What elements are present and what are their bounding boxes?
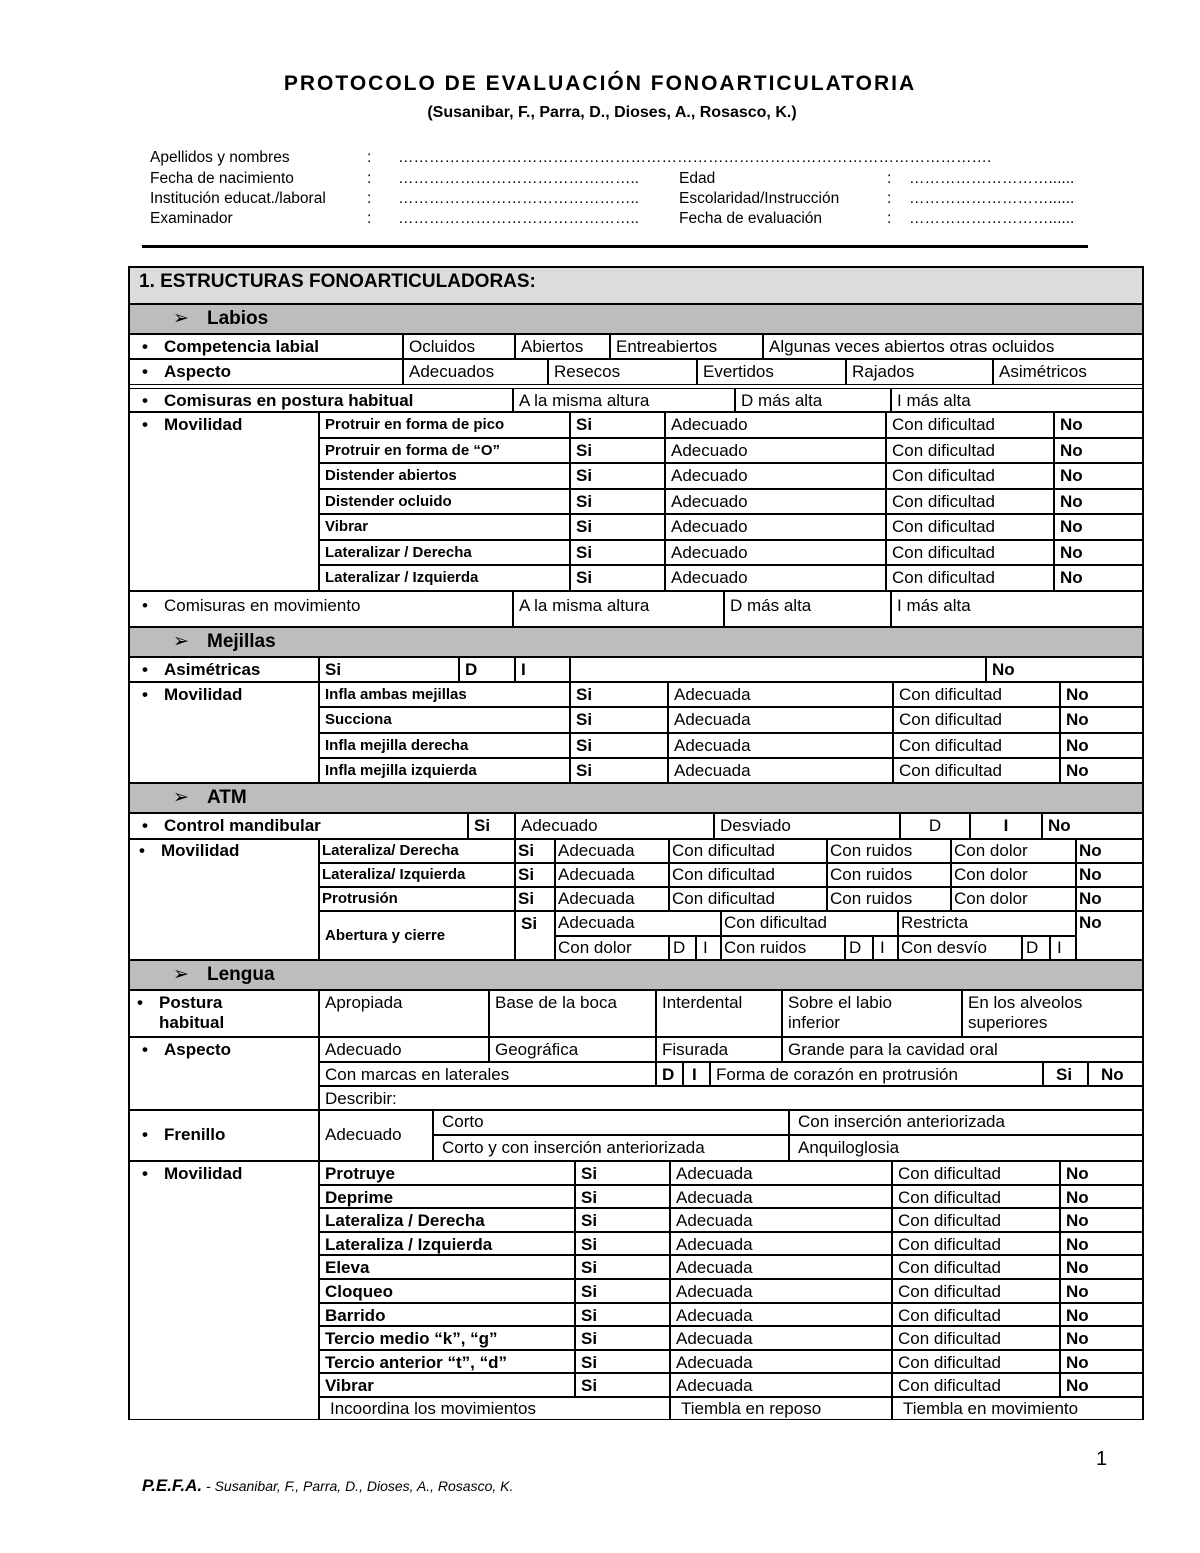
movilidad-item: Lateraliza/ Izquierda [319, 863, 515, 887]
option-adecuada[interactable]: Adecuada [668, 758, 893, 783]
option-con-dificultad[interactable]: Con dificultad [669, 863, 827, 887]
movilidad-item: Eleva [319, 1255, 575, 1279]
option-algunas-veces[interactable]: Algunas veces abiertos otras ocluidos [763, 334, 1144, 359]
option-adecuada[interactable]: Adecuada [668, 707, 893, 732]
option-si[interactable]: Si [575, 1373, 670, 1397]
describir-field[interactable]: Describir: [319, 1086, 1144, 1110]
option-con-ruidos[interactable]: Con ruidos [827, 839, 951, 863]
option-base-boca[interactable]: Base de la boca [489, 990, 656, 1037]
option-adecuada[interactable]: Adecuada [670, 1350, 892, 1374]
option-interdental[interactable]: Interdental [656, 990, 782, 1037]
movilidad-item: Protruye [319, 1161, 575, 1185]
movilidad-item: Tercio medio “k”, “g” [319, 1326, 575, 1350]
row-label-comisuras-mov: • Comisuras en movimiento [128, 591, 513, 627]
option-no[interactable]: No [1060, 1303, 1144, 1327]
option-i[interactable]: I [873, 936, 898, 960]
subsection-atm [128, 783, 1144, 813]
option-i[interactable]: I [683, 1062, 710, 1086]
option-con-dificultad[interactable]: Con dificultad [886, 412, 1054, 438]
option-adecuada[interactable]: Adecuada [670, 1279, 892, 1303]
option-entreabiertos[interactable]: Entreabiertos [610, 334, 763, 359]
option-i[interactable]: I [970, 813, 1042, 839]
option-d[interactable]: D [900, 813, 970, 839]
row-label-asimetricas: • Asimétricas [128, 657, 319, 682]
option-geografica[interactable]: Geográfica [489, 1037, 656, 1062]
field-label-eval-date: Fecha de evaluación [679, 210, 823, 227]
option-d-mas-alta[interactable]: D más alta [735, 388, 891, 412]
option-d[interactable]: D [459, 657, 515, 682]
option-adecuada[interactable]: Adecuada [670, 1232, 892, 1256]
field-schooling-blank[interactable]: ………………………...... [909, 190, 1075, 207]
movilidad-item: Lateraliza/ Derecha [319, 839, 515, 863]
movilidad-item: Infla mejilla izquierda [319, 758, 570, 783]
option-si[interactable]: Si [570, 758, 668, 783]
option-si[interactable]: Si [575, 1185, 670, 1209]
option-con-dolor[interactable]: Con dolor [951, 839, 1076, 863]
arrow-icon: ➢ [173, 631, 189, 652]
option-si[interactable]: Si [468, 813, 515, 839]
option-no[interactable]: No [1054, 540, 1144, 566]
option-misma-altura[interactable]: A la misma altura [513, 591, 724, 627]
option-adecuada[interactable]: Adecuada [670, 1185, 892, 1209]
option-desviado[interactable]: Desviado [714, 813, 900, 839]
document-title: PROTOCOLO DE EVALUACIÓN FONOARTICULATORIA [283, 72, 917, 95]
option-no[interactable]: No [986, 657, 1144, 682]
option-con-desvio[interactable]: Con desvío [898, 936, 1022, 960]
colon: : [887, 190, 892, 207]
subsection-title: Lengua [207, 964, 275, 985]
field-age-blank[interactable]: ………………………...... [909, 170, 1075, 187]
option-con-dolor[interactable]: Con dolor [951, 887, 1076, 911]
option-no[interactable]: No [1054, 438, 1144, 464]
option-grande[interactable]: Grande para la cavidad oral [782, 1037, 1144, 1062]
footer-authors: - Susanibar, F., Parra, D., Dioses, A., Rosasco, K. [202, 1478, 514, 1494]
field-label-schooling: Escolaridad/Instrucción [679, 190, 840, 207]
option-asimetricos[interactable]: Asimétricos [993, 359, 1144, 385]
option-no[interactable]: No [1054, 489, 1144, 515]
option-adecuado[interactable]: Adecuado [319, 1037, 489, 1062]
field-name-blank[interactable]: ……………………………………………………………………………………………………. [398, 149, 992, 166]
option-i-mas-alta[interactable]: I más alta [891, 388, 1144, 412]
option-rajados[interactable]: Rajados [846, 359, 993, 385]
row-label-movilidad-labios: • Movilidad [128, 412, 319, 591]
movilidad-item: Lateraliza / Derecha [319, 1208, 575, 1232]
field-label-examiner: Examinador [150, 210, 233, 227]
row-label-frenillo: • Frenillo [128, 1110, 319, 1161]
option-si[interactable]: Si [570, 489, 665, 515]
option-adecuada[interactable]: Adecuada [668, 682, 893, 707]
option-no[interactable]: No [1060, 1232, 1144, 1256]
option-adecuada[interactable]: Adecuada [555, 863, 669, 887]
option-si[interactable]: Si [515, 887, 555, 911]
row-label-competencia: • Competencia labial [128, 334, 403, 359]
option-si[interactable]: Si [575, 1232, 670, 1256]
option-no[interactable]: No [1076, 839, 1144, 863]
option-no[interactable]: No [1060, 707, 1144, 732]
option-i[interactable]: I [696, 936, 721, 960]
option-tiembla-movimiento[interactable]: Tiembla en movimiento [892, 1397, 1144, 1420]
option-marcas[interactable]: Con marcas en laterales [319, 1062, 656, 1086]
option-con-dificultad[interactable]: Con dificultad [892, 1303, 1060, 1327]
option-con-dificultad[interactable]: Con dificultad [893, 707, 1060, 732]
option-si[interactable]: Si [575, 1161, 670, 1185]
option-con-dificultad[interactable]: Con dificultad [892, 1185, 1060, 1209]
option-si[interactable]: Si [575, 1326, 670, 1350]
option-adecuado[interactable]: Adecuado [665, 412, 886, 438]
option-con-dificultad[interactable]: Con dificultad [892, 1232, 1060, 1256]
subsection-title: Mejillas [207, 631, 276, 652]
subsection-lengua [128, 960, 1144, 990]
option-ocluidos[interactable]: Ocluidos [403, 334, 515, 359]
option-si[interactable]: Si [570, 514, 665, 540]
option-no[interactable]: No [1088, 1062, 1144, 1086]
row-label-movilidad-lengua: • Movilidad [128, 1161, 319, 1420]
page-number: 1 [1096, 1448, 1108, 1470]
movilidad-item: Succiona [319, 707, 570, 732]
field-examiner-blank[interactable]: ……………………………………….. [398, 210, 640, 227]
option-con-dificultad[interactable]: Con dificultad [886, 514, 1054, 540]
option-con-dificultad[interactable]: Con dificultad [893, 682, 1060, 707]
header-divider [142, 245, 1088, 248]
option-con-dificultad[interactable]: Con dificultad [669, 887, 827, 911]
option-anquiloglosia[interactable]: Anquiloglosia [789, 1135, 1144, 1161]
option-con-dificultad[interactable]: Con dificultad [892, 1161, 1060, 1185]
option-adecuada[interactable]: Adecuada [555, 911, 721, 936]
option-si[interactable]: Si [570, 682, 668, 707]
option-con-dificultad[interactable]: Con dificultad [721, 911, 898, 936]
label-text: Postura habitual [159, 993, 225, 1032]
option-adecuada[interactable]: Adecuada [670, 1373, 892, 1397]
row-label-postura-habitual [128, 990, 319, 1037]
option-con-dificultad[interactable]: Con dificultad [669, 839, 827, 863]
movilidad-item: Lateralizar / Derecha [319, 540, 570, 566]
option-corazon[interactable]: Forma de corazón en protrusión [710, 1062, 1043, 1086]
option-no[interactable]: No [1060, 1350, 1144, 1374]
option-no[interactable]: No [1054, 565, 1144, 591]
option-con-dificultad[interactable]: Con dificultad [892, 1208, 1060, 1232]
option-d-mas-alta[interactable]: D más alta [724, 591, 891, 627]
option-si[interactable]: Si [1043, 1062, 1088, 1086]
subsection-mejillas [128, 627, 1144, 657]
movilidad-item: Vibrar [319, 1373, 575, 1397]
option-no[interactable]: No [1060, 1208, 1144, 1232]
option-si[interactable]: Si [570, 438, 665, 464]
option-con-dificultad[interactable]: Con dificultad [892, 1279, 1060, 1303]
option-no[interactable]: No [1042, 813, 1144, 839]
option-con-ruidos[interactable]: Con ruidos [827, 863, 951, 887]
section-title: 1. ESTRUCTURAS FONOARTICULADORAS: [128, 266, 1144, 304]
option-no[interactable]: No [1054, 463, 1144, 489]
option-si[interactable]: Si [515, 839, 555, 863]
option-si[interactable]: Si [570, 540, 665, 566]
movilidad-item: Protruir en forma de pico [319, 412, 570, 438]
arrow-icon: ➢ [173, 787, 189, 808]
option-con-dificultad[interactable]: Con dificultad [886, 540, 1054, 566]
subsection-title: ATM [207, 787, 247, 808]
option-con-dificultad[interactable]: Con dificultad [886, 565, 1054, 591]
option-adecuada[interactable]: Adecuada [670, 1161, 892, 1185]
option-con-dificultad[interactable]: Con dificultad [892, 1326, 1060, 1350]
option-si[interactable]: Si [570, 707, 668, 732]
option-adecuada[interactable]: Adecuada [555, 839, 669, 863]
option-resecos[interactable]: Resecos [548, 359, 697, 385]
option-adecuado[interactable]: Adecuado [665, 489, 886, 515]
option-si[interactable]: Si [570, 565, 665, 591]
option-si[interactable]: Si [575, 1208, 670, 1232]
option-tiembla-reposo[interactable]: Tiembla en reposo [670, 1397, 892, 1420]
option-con-ruidos[interactable]: Con ruidos [827, 887, 951, 911]
option-adecuado[interactable]: Adecuado [665, 463, 886, 489]
document-authors: (Susanibar, F., Parra, D., Dioses, A., Rosasco, K.) [427, 104, 797, 121]
footer-brand: P.E.F.A. [142, 1476, 203, 1495]
option-adecuado[interactable]: Adecuado [665, 565, 886, 591]
option-i[interactable]: I [515, 657, 570, 682]
option-con-ruidos[interactable]: Con ruidos [721, 936, 845, 960]
colon: : [367, 190, 372, 207]
option-con-dificultad[interactable]: Con dificultad [892, 1255, 1060, 1279]
row-label-movilidad-mejillas: • Movilidad [128, 682, 319, 783]
colon: : [887, 210, 892, 227]
movilidad-item: Protruir en forma de “O” [319, 438, 570, 464]
option-no[interactable]: No [1076, 863, 1144, 887]
movilidad-item: Distender abiertos [319, 463, 570, 489]
option-adecuada[interactable]: Adecuada [670, 1208, 892, 1232]
field-label-institution: Institución educat./laboral [150, 190, 326, 207]
movilidad-item: Cloqueo [319, 1279, 575, 1303]
field-label-birthdate: Fecha de nacimiento [150, 170, 294, 187]
option-corto-insercion[interactable]: Corto y con inserción anteriorizada [433, 1135, 789, 1161]
option-sobre-labio[interactable]: Sobre el labio inferior [782, 990, 962, 1037]
option-i-mas-alta[interactable]: I más alta [891, 591, 1144, 627]
option-d[interactable]: D [656, 1062, 683, 1086]
option-no[interactable]: No [1060, 1326, 1144, 1350]
row-label-aspecto-lengua: • Aspecto [128, 1037, 319, 1110]
movilidad-item: Tercio anterior “t”, “d” [319, 1350, 575, 1374]
option-adecuada[interactable]: Adecuada [555, 887, 669, 911]
option-con-dificultad[interactable]: Con dificultad [892, 1350, 1060, 1374]
option-si[interactable]: Si [575, 1350, 670, 1374]
option-con-dolor[interactable]: Con dolor [951, 863, 1076, 887]
option-no[interactable]: No [1054, 514, 1144, 540]
option-adecuados[interactable]: Adecuados [403, 359, 548, 385]
option-misma-altura[interactable]: A la misma altura [513, 388, 735, 412]
option-d[interactable]: D [845, 936, 873, 960]
option-no[interactable]: No [1060, 1185, 1144, 1209]
option-insercion[interactable]: Con inserción anteriorizada [789, 1110, 1144, 1135]
option-no[interactable]: No [1076, 911, 1144, 960]
movilidad-item: Lateralizar / Izquierda [319, 565, 570, 591]
row-label-comisuras-postura: • Comisuras en postura habitual [128, 388, 513, 412]
option-adecuado[interactable]: Adecuado [665, 438, 886, 464]
option-no[interactable]: No [1060, 758, 1144, 783]
movilidad-item: Deprime [319, 1185, 575, 1209]
option-adecuada[interactable]: Adecuada [670, 1255, 892, 1279]
colon: : [367, 210, 372, 227]
field-eval-date-blank[interactable]: ………………………...... [909, 210, 1075, 227]
option-fisurada[interactable]: Fisurada [656, 1037, 782, 1062]
arrow-icon: ➢ [173, 964, 189, 985]
option-con-dificultad[interactable]: Con dificultad [886, 438, 1054, 464]
movilidad-item: Protrusión [319, 887, 515, 911]
field-birthdate-blank[interactable]: ……………………………………….. [398, 170, 640, 187]
option-adecuada[interactable]: Adecuada [670, 1326, 892, 1350]
option-no[interactable]: No [1060, 682, 1144, 707]
option-si[interactable]: Si [575, 1255, 670, 1279]
option-corto[interactable]: Corto [433, 1110, 789, 1135]
row-label-movilidad-atm: • Movilidad [128, 839, 319, 960]
movilidad-item: Barrido [319, 1303, 575, 1327]
option-abiertos[interactable]: Abiertos [515, 334, 610, 359]
option-adecuado[interactable]: Adecuado [665, 514, 886, 540]
subsection-title: Labios [207, 308, 269, 329]
field-label-name: Apellidos y nombres [150, 149, 290, 166]
option-si[interactable]: Si [570, 412, 665, 438]
option-apropiada[interactable]: Apropiada [319, 990, 489, 1037]
field-institution-blank[interactable]: ……………………………………….. [398, 190, 640, 207]
option-con-dolor[interactable]: Con dolor [555, 936, 669, 960]
option-con-dificultad[interactable]: Con dificultad [886, 489, 1054, 515]
option-con-dificultad[interactable]: Con dificultad [892, 1373, 1060, 1397]
option-no[interactable]: No [1060, 733, 1144, 758]
option-alveolos[interactable]: En los alveolos superiores [962, 990, 1144, 1037]
option-con-dificultad[interactable]: Con dificultad [893, 758, 1060, 783]
option-i[interactable]: I [1050, 936, 1076, 960]
option-no[interactable]: No [1060, 1161, 1144, 1185]
option-evertidos[interactable]: Evertidos [697, 359, 846, 385]
blank-cell [570, 657, 986, 682]
colon: : [367, 170, 372, 187]
row-label-control-mandibular: • Control mandibular [128, 813, 468, 839]
option-adecuada[interactable]: Adecuada [670, 1303, 892, 1327]
option-no[interactable]: No [1076, 887, 1144, 911]
option-adecuado[interactable]: Adecuado [665, 540, 886, 566]
row-label-abertura: Abertura y cierre [319, 911, 515, 960]
movilidad-item: Lateraliza / Izquierda [319, 1232, 575, 1256]
option-restricta[interactable]: Restricta [898, 911, 1076, 936]
option-no[interactable]: No [1054, 412, 1144, 438]
footer [142, 1476, 513, 1496]
movilidad-item: Infla mejilla derecha [319, 733, 570, 758]
option-no[interactable]: No [1060, 1373, 1144, 1397]
option-si[interactable]: Si [319, 657, 459, 682]
option-si[interactable]: Si [515, 911, 555, 960]
option-con-dificultad[interactable]: Con dificultad [893, 733, 1060, 758]
movilidad-item: Infla ambas mejillas [319, 682, 570, 707]
option-adecuado[interactable]: Adecuado [515, 813, 714, 839]
row-label-aspecto: • Aspecto [128, 359, 403, 385]
colon: : [887, 170, 892, 187]
option-adecuado[interactable]: Adecuado [319, 1110, 433, 1161]
option-no[interactable]: No [1060, 1255, 1144, 1279]
option-incoordina[interactable]: Incoordina los movimientos [319, 1397, 670, 1420]
field-label-age: Edad [679, 170, 716, 187]
option-si[interactable]: Si [570, 463, 665, 489]
option-adecuada[interactable]: Adecuada [668, 733, 893, 758]
option-si[interactable]: Si [515, 863, 555, 887]
option-d[interactable]: D [1022, 936, 1050, 960]
option-si[interactable]: Si [575, 1279, 670, 1303]
arrow-icon: ➢ [173, 308, 189, 329]
colon: : [367, 149, 372, 166]
subsection-labios [128, 304, 1144, 334]
movilidad-item: Distender ocluido [319, 489, 570, 515]
movilidad-item: Vibrar [319, 514, 570, 540]
option-no[interactable]: No [1060, 1279, 1144, 1303]
option-si[interactable]: Si [570, 733, 668, 758]
option-con-dificultad[interactable]: Con dificultad [886, 463, 1054, 489]
option-si[interactable]: Si [575, 1303, 670, 1327]
option-d[interactable]: D [669, 936, 696, 960]
